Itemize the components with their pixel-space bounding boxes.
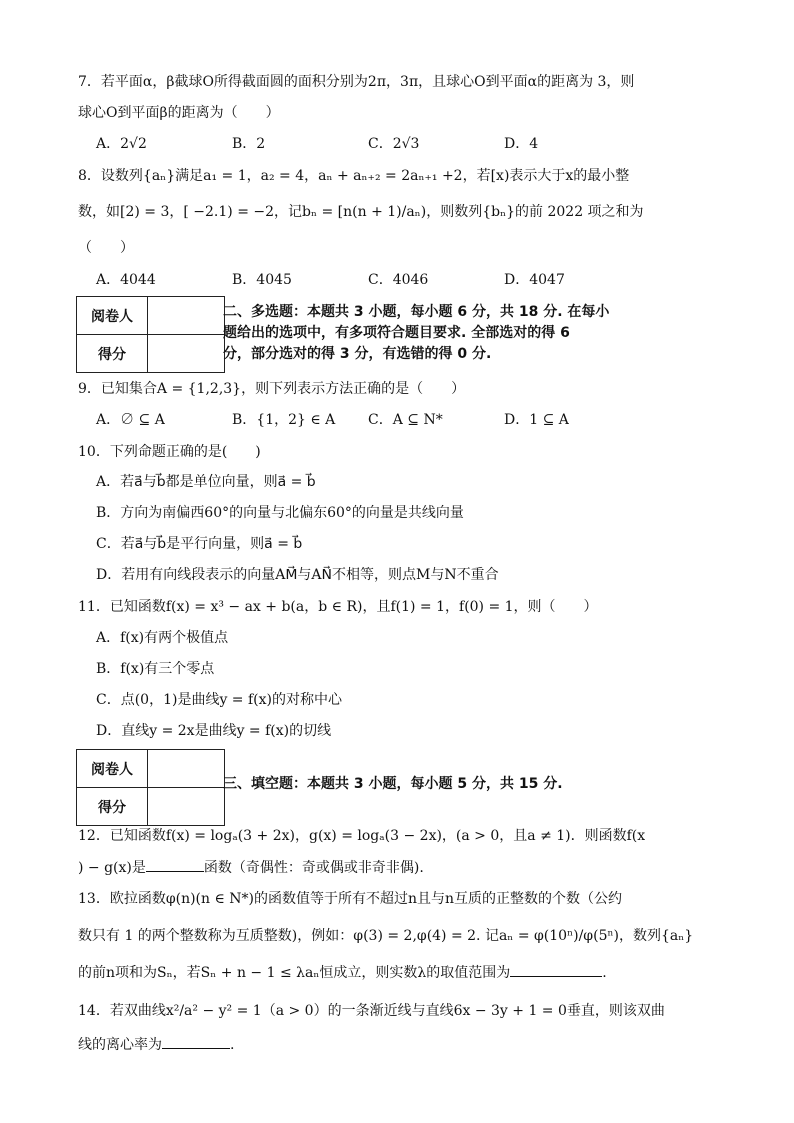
q10-option-d: D．若用有向线段表示的向量AM⃗与AN⃗不相等，则点M与N不重合 [96,567,499,583]
q14-stem-line1: 14．若双曲线x²/a² − y² = 1（a > 0）的一条渐近线与直线6x − 3y + 1 = 0垂直，则该双曲 [78,1003,665,1019]
q11-option-a: A．f(x)有两个极值点 [96,630,229,646]
q13-stem-line3 [78,962,607,983]
score-cell [148,335,225,373]
reviewer-label: 阅卷人 [77,297,148,335]
q8-option-b: B．4045 [232,272,292,288]
score-table-section2 [76,296,225,373]
q10-stem: 10．下列命题正确的是( ) [78,444,261,460]
q10-option-c: C．若a⃗与b⃗是平行向量，则a⃗ = b⃗ [96,536,303,552]
q14-answer-blank [162,1034,230,1049]
q7-stem-line2: 球心O到平面β的距离为（ ） [78,105,280,121]
q8-option-d: D．4047 [504,272,565,288]
q9-stem: 9．已知集合A = {1,2,3}，则下列表示方法正确的是（ ） [78,381,466,397]
q7-option-a: A．2√2 [96,136,147,152]
score-table-section3 [76,749,225,826]
q11-stem: 11．已知函数f(x) = x³ − ax + b(a，b ∈ R)，且f(1) = 1，f(0) = 1，则（ ） [78,599,598,615]
section2-heading-line1: 二、多选题：本题共 3 小题，每小题 6 分，共 18 分. 在每小 [223,304,610,320]
q9-option-a: A．∅ ⊆ A [96,412,165,428]
q12-stem-line1: 12．已知函数f(x) = logₐ(3 + 2x)，g(x) = logₐ(3 − 2x)，(a > 0，且a ≠ 1)．则函数f(x [78,828,646,844]
q10-option-b: B．方向为南偏西60°的向量与北偏东60°的向量是共线向量 [96,505,464,521]
section2-heading-line3: 分，部分选对的得 3 分，有选错的得 0 分. [223,346,492,362]
q9-option-c: C．A ⊆ N* [368,412,443,428]
q9-option-d: D．1 ⊆ A [504,412,569,428]
q7-option-d: D．4 [504,136,539,152]
q12-text-b: 函数（奇偶性：奇或偶或非奇非偶). [203,860,424,876]
q14-text-a: 线的离心率为 [78,1037,162,1053]
q9-option-b: B．{1，2} ∈ A [232,412,336,428]
q8-stem-line1: 8．设数列{aₙ}满足a₁ = 1，a₂ = 4，aₙ + aₙ₊₂ = 2aₙ₊₁ +2，若[x)表示大于x的最小整 [78,168,630,184]
q8-option-c: C．4046 [368,272,429,288]
q13-stem-line1: 13．欧拉函数φ(n)(n ∈ N*)的函数值等于所有不超过n且与n互质的正整数的个数（公约 [78,891,623,907]
q7-stem-line1: 7．若平面α，β截球O所得截面圆的面积分别为2π，3π，且球心O到平面α的距离为 3，则 [78,74,635,90]
q12-stem-line2 [78,857,424,878]
section2-heading-line2: 题给出的选项中，有多项符合题目要求. 全部选对的得 6 [223,325,570,341]
q8-option-a: A．4044 [96,272,156,288]
q8-stem-line3: （ ） [78,240,134,256]
q13-text-b: . [602,965,607,981]
section3-heading: 三、填空题：本题共 3 小题，每小题 5 分，共 15 分. [223,776,563,792]
score-label: 得分 [77,788,148,826]
reviewer-cell [148,297,225,335]
q11-option-d: D．直线y = 2x是曲线y = f(x)的切线 [96,723,332,739]
q7-option-b: B．2 [232,136,266,152]
q13-text-a: 的前n项和为Sₙ，若Sₙ + n − 1 ≤ λaₙ恒成立，则实数λ的取值范围为 [78,965,511,981]
q11-option-c: C．点(0，1)是曲线y = f(x)的对称中心 [96,692,342,708]
score-label: 得分 [77,335,148,373]
q12-answer-blank [146,857,204,872]
q8-stem-line2: 数，如[2) = 3，[ −2.1) = −2，记bₙ = [n(n + 1)/aₙ)，则数列{bₙ}的前 2022 项之和为 [78,204,644,220]
q14-text-b: . [230,1037,235,1053]
q14-stem-line2 [78,1034,234,1055]
q10-option-a: A．若a⃗与b⃗都是单位向量，则a⃗ = b⃗ [96,474,316,490]
q12-text-a: ) − g(x)是 [78,860,146,876]
reviewer-label: 阅卷人 [77,750,148,788]
q13-answer-blank [510,962,602,977]
score-cell [148,788,225,826]
reviewer-cell [148,750,225,788]
q7-option-c: C．2√3 [368,136,420,152]
q11-option-b: B．f(x)有三个零点 [96,661,215,677]
q13-stem-line2: 数只有 1 的两个整数称为互质整数)，例如：φ(3) = 2,φ(4) = 2. 记aₙ = φ(10ⁿ)/φ(5ⁿ)，数列{aₙ} [78,928,694,944]
